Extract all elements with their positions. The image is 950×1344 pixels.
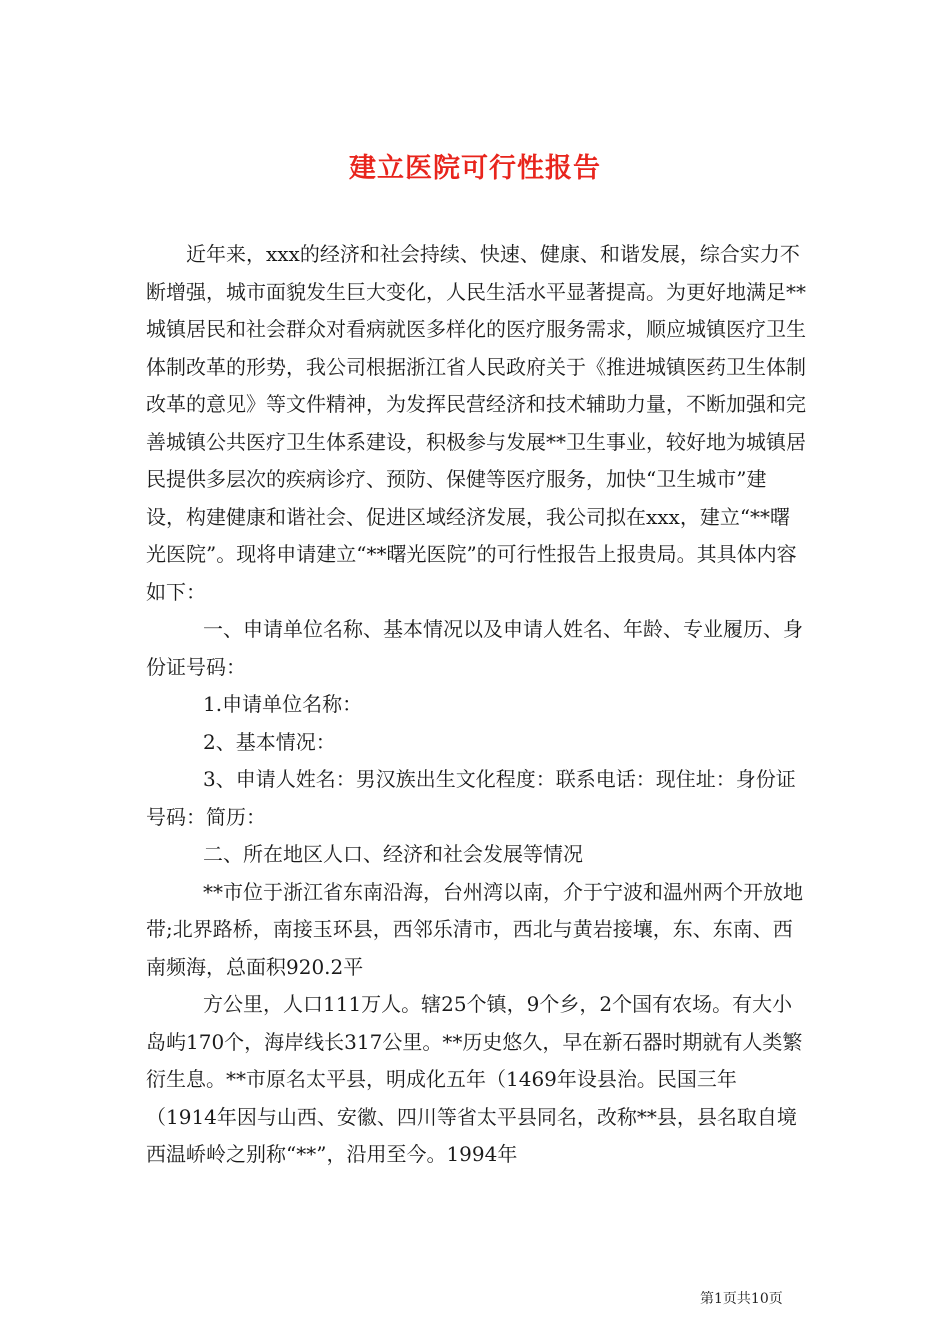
document-title: 建立医院可行性报告 [349,153,601,185]
list-item-applicant-details: 3、申请人姓名：男汉族出生文化程度：联系电话：现住址：身份证号码：简历： [146,767,796,829]
list-item-applicant-name: 1.申请单位名称： [203,692,363,716]
page-number: 第1页共10页 [700,1291,783,1307]
document-body [146,236,806,1174]
intro-paragraph: 近年来，xxx的经济和社会持续、快速、健康、和谐发展，综合实力不断增强，城市面貌发生巨大变化，人民生活水平显著提高。为更好地满足**城镇居民和社会群众对看病就医多样化的医疗服务需求，顺应城镇医疗卫生体制改革的形势，我公司根据浙江省人民政府关于《推进城镇医药卫生体制改革的意见》等文件精神，为发挥民营经济和技术辅助力量，不断加强和完善城镇公共医疗卫生体系建设，积极参与发展**卫生事业，较好地为城镇居民提供多层次的疾病诊疗、预防、保健等医疗服务，加快“卫生城市”建设，构建健康和谐社会、促进区域经济发展，我公司拟在xxx，建立“**曙光医院”。现将申请建立“**曙光医院”的可行性报告上报贵局。其具体内容如下： [146,242,806,604]
region-paragraph-2: 方公里，人口111万人。辖25个镇，9个乡，2个国有农场。有大小岛屿170个，海岸线长317公里。**历史悠久，早在新石器时期就有人类繁衍生息。**市原名太平县，明成化五年（1469年设县治。民国三年（1914年因与山西、安徽、四川等省太平县同名，改称**县，县名取自境西温峤岭之别称“**”，沿用至今。1994年 [146,992,803,1166]
section-heading-1: 一、申请单位名称、基本情况以及申请人姓名、年龄、专业履历、身份证号码： [146,617,803,679]
list-item-basic-info: 2、基本情况： [203,729,336,754]
region-paragraph-1: **市位于浙江省东南沿海，台州湾以南，介于宁波和温州两个开放地带;北界路桥，南接玉环县，西邻乐清市，西北与黄岩接壤，东、东南、西南频海，总面积920.2平 [146,879,803,979]
section-heading-2: 二、所在地区人口、经济和社会发展等情况 [203,842,583,866]
